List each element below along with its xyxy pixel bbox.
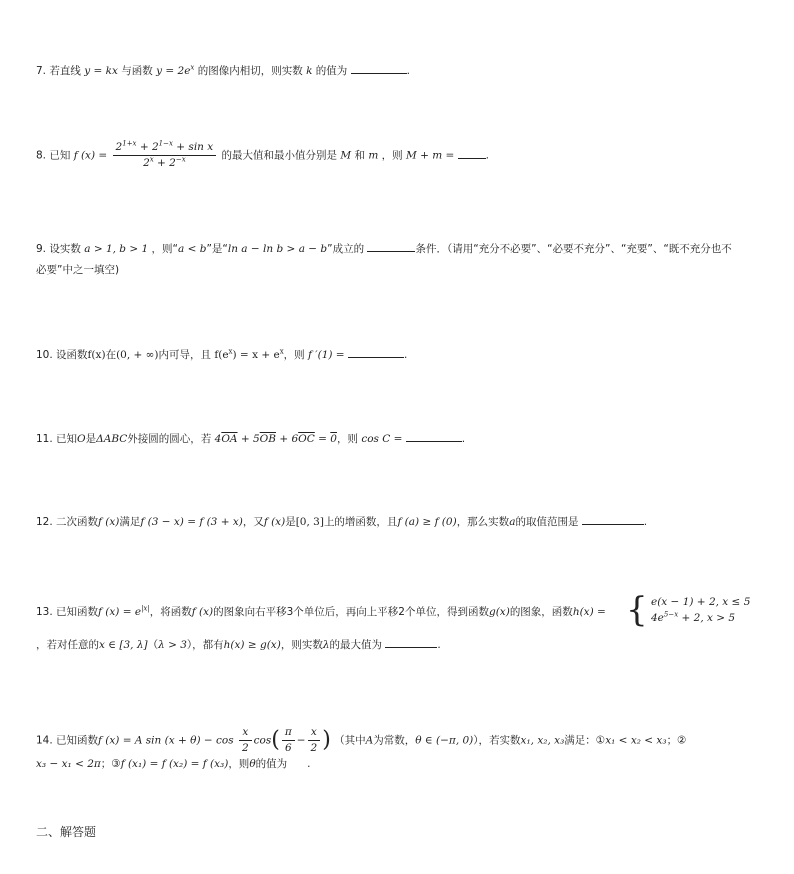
q11-vector-equation: $4\overline{OA} + 5\overline{OB} + 6\overline{OC} = 0$ bbox=[214, 433, 337, 445]
section-heading: 二、解答题 bbox=[36, 825, 97, 839]
q14-number: 14. bbox=[36, 734, 53, 747]
answer-blank bbox=[385, 636, 437, 648]
question-7: 7. 若直线 y = kx 与函数 $y = 2e^x$ 的图像内相切，则实数 k 的值为 . bbox=[36, 63, 410, 77]
question-13: 13. 已知函数f $(x) = e^{|x|}$，将函数f (x)的图象向右平移3个单位后，再向上平移2个单位，得到函数g(x)的图象，函数h(x) = bbox=[36, 604, 606, 618]
answer-blank bbox=[351, 62, 407, 74]
q8-denominator: $2^x + 2^{-x}$ bbox=[143, 155, 186, 169]
question-14: 14. 已知函数f (x) = A sin (x + θ) − cos $\frac{x}{2}$ cos( $\frac{\pi}{6}$ − $\frac{x}{2}$ ) （其中A为常数，θ ∈ (−π, 0)），若实数x₁, x₂, x₃满足：①x₁ < x₂ < x₃；② bbox=[36, 726, 687, 754]
question-14-line2: x₃ − x₁ < 2π；③f (x₁) = f (x₂) = f (x₃)，则θ的值为 . bbox=[36, 758, 311, 770]
q12-number: 12. bbox=[36, 516, 53, 528]
q8-number: 8. bbox=[36, 149, 47, 162]
q11-number: 11. bbox=[36, 433, 53, 445]
answer-blank bbox=[367, 240, 415, 252]
answer-blank bbox=[348, 346, 404, 358]
question-11: 11. 已知O是ΔABC外接圆的圆心，若 $4\overline{OA} + 5\overline{OB} + 6\overline{OC} = 0$，则 cos C = . bbox=[36, 430, 465, 447]
q8-fraction bbox=[113, 140, 217, 171]
q7-line-equation: y = kx bbox=[84, 65, 118, 77]
answer-blank bbox=[582, 513, 644, 525]
answer-blank bbox=[406, 430, 462, 442]
q10-condition: $f(e^x) = x + e^x$ bbox=[214, 347, 284, 361]
answer-blank bbox=[458, 147, 486, 159]
q13-number: 13. bbox=[36, 606, 53, 618]
question-13-line2: ，若对任意的x ∈ [3, λ]（λ > 3），都有h(x) ≥ g(x)，则实数λ的最大值为 . bbox=[36, 636, 441, 653]
question-9-line2: 必要”中之一填空) bbox=[36, 264, 120, 276]
question-9: 9. 设实数 a > 1, b > 1 ，则“a < b”是“ln a − ln b > a − b”成立的 条件．（请用“充分不必要”、“必要不充分”、“充要”、“既不充分也不 bbox=[36, 240, 732, 257]
question-8: 8. 已知 f (x) = $\frac{2^{1+x} + 2^{1-x} + \sin x}{2^x + 2^{-x}}$ 的最大值和最小值分别是 M 和 m ，则 M + m = . bbox=[36, 139, 490, 169]
q9-number: 9. bbox=[36, 243, 47, 255]
q7-function: $y = 2e^x$ bbox=[156, 63, 195, 77]
q7-number: 7. bbox=[36, 65, 47, 77]
brace-icon: { bbox=[626, 590, 648, 630]
question-10: 10. 设函数f(x)在(0, + ∞)内可导，且 $f(e^x) = x + e^x$，则 f ′(1) = . bbox=[36, 347, 408, 361]
question-12: 12. 二次函数f (x)满足f (3 − x) = f (3 + x)，又f (x)是[0, 3]上的增函数，且f (a) ≥ f (0)，那么实数a的取值范围是 . bbox=[36, 513, 647, 530]
q13-f-def: f $(x) = e^{|x|}$ bbox=[98, 604, 150, 618]
q8-numerator: $2^{1+x} + 2^{1-x} + \sin x$ bbox=[113, 140, 217, 156]
q13-piecewise: { e(x − 1) + 2, x ≤ 5 $4e^{5-x} + 2$, x > 5 bbox=[626, 590, 751, 630]
q10-number: 10. bbox=[36, 349, 53, 361]
